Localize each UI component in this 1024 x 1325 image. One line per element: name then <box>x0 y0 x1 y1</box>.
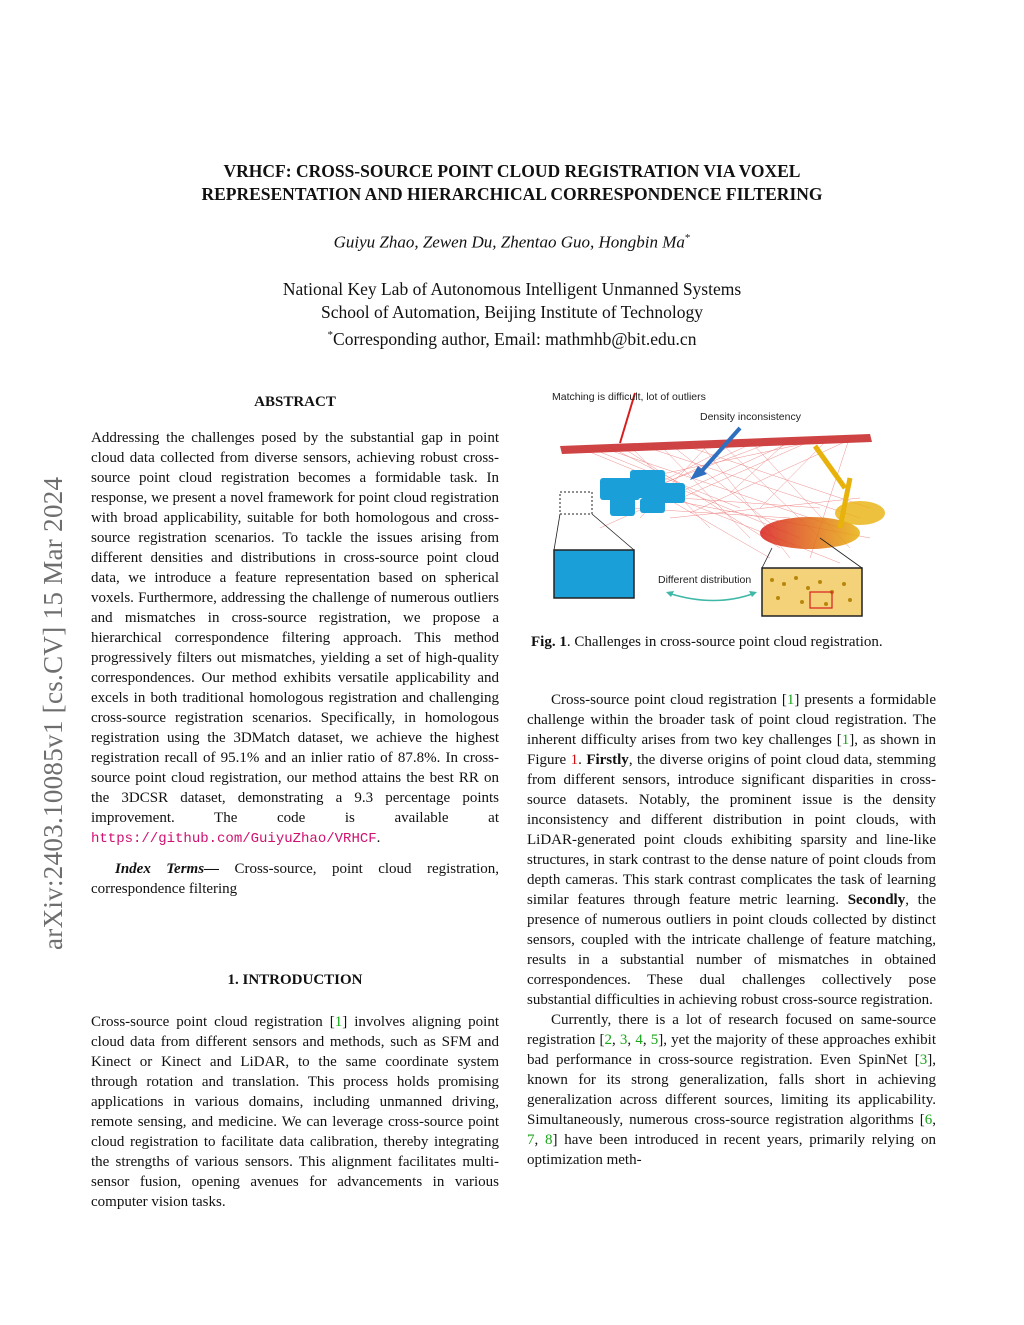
affil-line-3 <box>110 324 914 351</box>
authors-text: Guiyu Zhao, Zewen Du, Zhentao Guo, Hongbin Ma <box>333 232 685 252</box>
citation-link[interactable]: 1 <box>786 692 795 708</box>
abstract-text: Addressing the challenges posed by the substantial gap in point cloud data collected from diverse sensors, achieving robust cross-source point cloud registration becomes a formidable task. In response, we present a novel framework for point cloud registration with broad applicability, suitable for both homologous and cross-source registration scenarios. To tackle the issues arising from different densities and distributions in cross-source point cloud data, we introduce a feature representation based on spherical voxels. Furthermore, addressing the challenge of numerous outliers and mismatches in cross-source registration, we propose a hierarchical correspondence filtering approach. This method progressively filters out mismatches, yielding a set of high-quality correspondences. Our method exhibits versatile applicability and excels in both traditional homologous registration and challenging cross-source registration scenarios. Specifically, in homologous registration using the 3DMatch dataset, we achieve the highest registration recall of 95.1% and an inlier ratio of 87.8%. In cross-source point cloud registration, our method attains the best RR on the 3DCSR dataset, demonstrating a 9.3 percentage points improvement. The code is available at <box>91 430 499 826</box>
intro-heading: 1. INTRODUCTION <box>227 972 363 988</box>
index-terms-label: Index Terms— <box>115 861 220 877</box>
col2-text: ], as shown in Figure <box>527 732 936 768</box>
figure-caption-label: Fig. 1 <box>531 634 567 650</box>
separator: , <box>611 1032 620 1048</box>
secondly-bold: Secondly <box>847 892 906 908</box>
affil-mark: * <box>327 329 334 341</box>
col2-text: , the diverse origins of point cloud data, stemming from different sensors, introduce significant disparities in cross-source datasets. Notably, the prominent issue is the density inconsistency and different distribution in point clouds, with LiDAR-generated point clouds exhibiting sparsity and line-like structures, in stark contrast to the dense nature of point clouds from depth cameras. This stark contrast complicates the task of learning similar features through feature metric learning. <box>527 752 936 908</box>
label-density: Density inconsistency <box>700 411 801 423</box>
intro-col2 <box>527 690 936 1170</box>
intro-paragraph <box>91 1012 499 1212</box>
depth-camera-cloud <box>600 470 685 516</box>
inset-connector <box>762 548 772 568</box>
affiliations <box>110 278 914 351</box>
firstly-bold: Firstly <box>586 752 629 768</box>
arxiv-id: arXiv:2403.10085v1 [cs.CV] 15 Mar 2024 <box>38 476 68 950</box>
inset-connector <box>592 514 634 550</box>
separator: , <box>932 1112 936 1128</box>
separator: , <box>627 1032 636 1048</box>
abstract-body <box>91 428 499 899</box>
col2-text: . <box>578 752 587 768</box>
affil-line-1: National Key Lab of Autonomous Intelligent Unmanned Systems <box>282 279 742 299</box>
title-line-1: VRHCF: CROSS-SOURCE POINT CLOUD REGISTRATION VIA VOXEL <box>223 161 801 181</box>
citation-link[interactable]: 3 <box>619 1032 628 1048</box>
citation-link[interactable]: 8 <box>545 1132 553 1148</box>
distribution-arrow <box>668 593 755 601</box>
abstract-end: . <box>376 830 381 846</box>
code-link[interactable]: https://github.com/GuiyuZhao/VRHCF <box>91 831 377 847</box>
separator: , <box>534 1132 545 1148</box>
col2-text: ], known for its strong generalization, falls short in achieving generalization across different sources, limiting its applicability. Simultaneously, numerous cross-source registration algorithms [ <box>527 1052 936 1128</box>
label-distribution: Different distribution <box>658 574 752 586</box>
col2-text: ] presents a formidable challenge within the broader task of point cloud registration. The inherent difficulty arises from two key challenges [ <box>527 692 936 748</box>
col2-text: Currently, there is a lot of research focused on same-source registration [ <box>527 1012 936 1048</box>
col2-text: , the presence of numerous outliers in point clouds collected by distinct sensors, coupled with the intricate challenge of feature matching, results in a substantial number of mismatches in obtained correspondences. These dual challenges collectively pose substantial difficulties in achieving robust cross-source registration. <box>527 892 936 1008</box>
intro-text-a: Cross-source point cloud registration [ <box>91 1014 335 1030</box>
figure-1 <box>540 388 935 623</box>
blue-inset <box>554 550 634 598</box>
index-terms: Cross-source, point cloud registration, correspondence filtering <box>91 861 500 897</box>
citation-link[interactable]: 2 <box>604 1032 612 1048</box>
label-outliers: Matching is difficult, lot of outliers <box>552 391 706 403</box>
intro-text-b: ] involves aligning point cloud data from different sensors and methods, such as SFM and Kinect or Kinect and LiDAR, to the same coordinate system through rotation and translation. This process holds promising applications in various domains, including unmanned driving, remote sensing, and medicine. We can leverage cross-source point cloud registration to facilitate data calibration, thereby integrating the strengths of various sensors. This alignment facilitates multi-sensor fusion, opening avenues for advancements in various computer vision tasks. <box>91 1014 499 1210</box>
paper-title <box>110 160 914 206</box>
figure-link[interactable]: 1 <box>570 752 579 768</box>
citation-link[interactable]: 1 <box>841 732 850 748</box>
col2-text: Cross-source point cloud registration [ <box>551 692 787 708</box>
abstract-heading: ABSTRACT <box>254 394 336 410</box>
figure-illustration <box>540 388 935 623</box>
inset-connector <box>554 514 560 550</box>
figure-caption <box>531 634 936 651</box>
citation-link[interactable]: 5 <box>650 1032 659 1048</box>
citation-link[interactable]: 1 <box>334 1014 343 1030</box>
separator: , <box>642 1032 651 1048</box>
citation-link[interactable]: 4 <box>635 1032 643 1048</box>
affil-line-2: School of Automation, Beijing Institute of Technology <box>321 302 703 322</box>
citation-link[interactable]: 7 <box>527 1132 535 1148</box>
col2-text: ] have been introduced in recent years, primarily relying on optimization meth- <box>527 1132 937 1168</box>
arxiv-stamp <box>30 350 70 950</box>
author-mark: * <box>684 232 691 244</box>
blue-inset-source <box>560 492 592 514</box>
citation-link[interactable]: 3 <box>919 1052 928 1068</box>
affil-email-text: Corresponding author, Email: mathmhb@bit.edu.cn <box>333 328 697 349</box>
col2-text: ], yet the majority of these approaches exhibit bad performance in cross-source registration. Even SpinNet [ <box>527 1032 937 1068</box>
figure-caption-text: . Challenges in cross-source point cloud registration. <box>566 634 883 650</box>
lidar-point-cloud <box>760 446 885 549</box>
citation-link[interactable]: 6 <box>924 1112 933 1128</box>
author-list <box>110 232 914 253</box>
title-line-2: REPRESENTATION AND HIERARCHICAL CORRESPONDENCE FILTERING <box>201 184 823 204</box>
